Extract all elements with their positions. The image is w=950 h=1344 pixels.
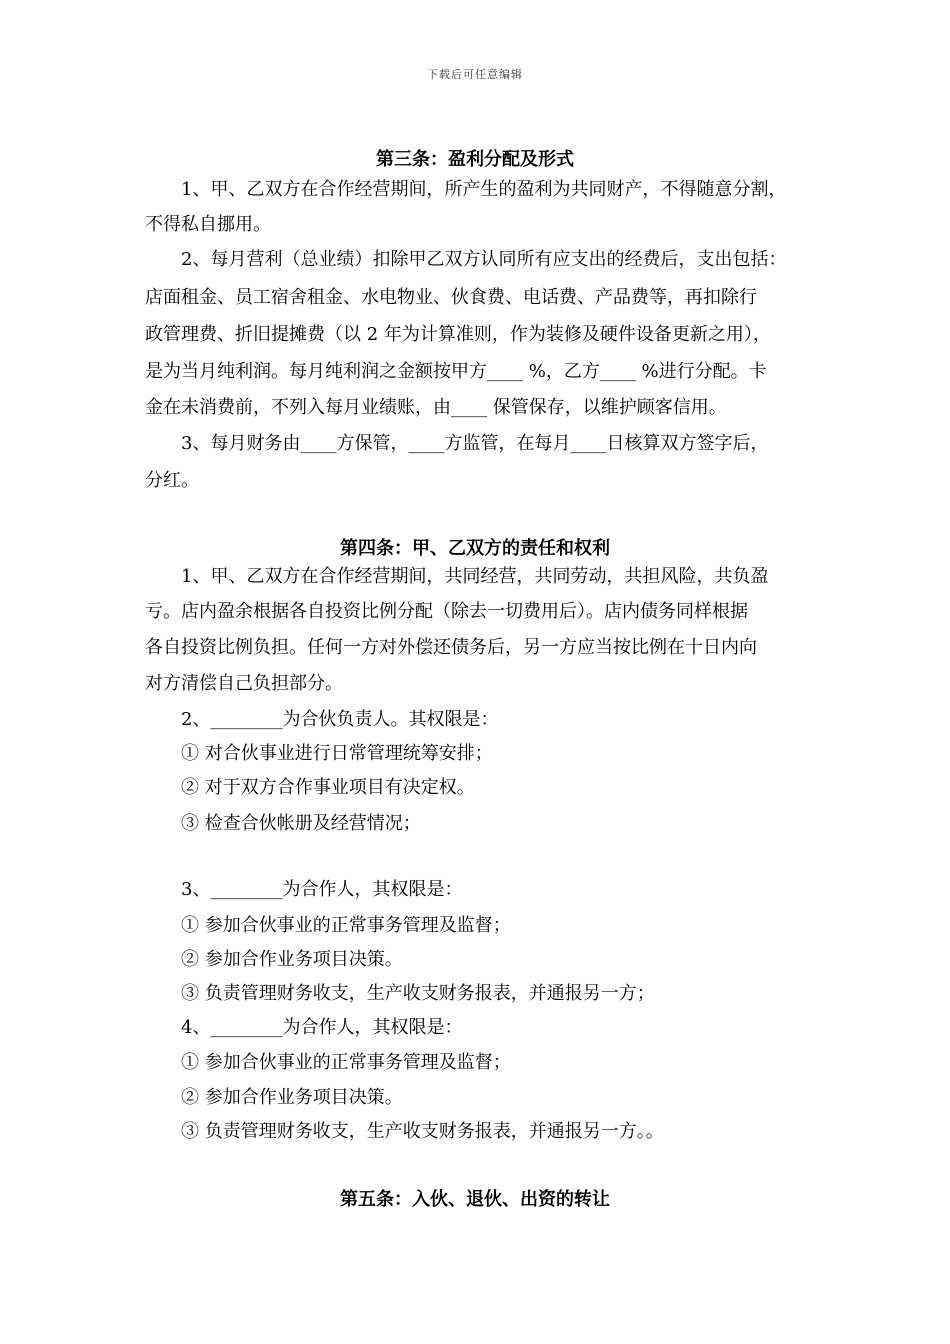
section-4-line-15: ② 参加合作业务项目决策。 <box>181 1087 403 1108</box>
section-4-line-16: ③ 负责管理财务收支，生产收支财务报表，并通报另一方。。 <box>181 1121 664 1142</box>
section-3-line-9: 分红。 <box>145 470 199 491</box>
section-3-line-6: 是为当月纯利润。每月纯利润之金额按甲方____ %，乙方____ %进行分配。卡 <box>145 361 767 382</box>
section-3-line-5: 政管理费、折旧提摊费（以 2 年为计算准则，作为装修及硬件设备更新之用）， <box>145 324 771 345</box>
section-4-line-3: 各自投资比例负担。任何一方对外偿还债务后，另一方应当按比例在十日内向 <box>145 637 757 658</box>
section-4-line-11: ② 参加合作业务项目决策。 <box>181 949 403 970</box>
section-3-line-2: 不得私自挪用。 <box>145 214 271 235</box>
section-4-line-10: ① 参加合伙事业的正常事务管理及监督； <box>181 915 511 936</box>
section-4-line-12: ③ 负责管理财务收支，生产收支财务报表，并通报另一方； <box>181 983 655 1004</box>
header-note: 下载后可任意编辑 <box>427 68 523 81</box>
section-4-line-13: 4、________为合作人，其权限是： <box>181 1017 463 1038</box>
section-4-line-1: 1、甲、乙双方在合作经营期间，共同经营，共同劳动，共担风险，共负盈 <box>181 566 769 587</box>
section-4-line-7: ② 对于双方合作事业项目有决定权。 <box>181 777 475 798</box>
section-4-line-5: 2、________为合伙负责人。其权限是： <box>181 709 499 730</box>
section-4-line-9: 3、________为合作人，其权限是： <box>181 879 463 900</box>
section-3-line-1: 1、甲、乙双方在合作经营期间，所产生的盈利为共同财产，不得随意分割， <box>181 179 787 200</box>
section-3-line-4: 店面租金、员工宿舍租金、水电物业、伙食费、电话费、产品费等，再扣除行 <box>145 287 757 308</box>
section-3-title: 第三条：盈利分配及形式 <box>376 149 574 170</box>
section-3-line-8: 3、每月财务由____方保管，____方监管，在每月____日核算双方签字后， <box>181 433 769 454</box>
section-4-line-6: ① 对合伙事业进行日常管理统筹安排； <box>181 743 493 764</box>
section-3-line-3: 2、每月营利（总业绩）扣除甲乙双方认同所有应支出的经费后，支出包括： <box>181 249 787 270</box>
section-4-line-8: ③ 检查合伙帐册及经营情况； <box>181 813 421 834</box>
section-4-line-14: ① 参加合伙事业的正常事务管理及监督； <box>181 1052 511 1073</box>
section-4-line-4: 对方清偿自己负担部分。 <box>145 673 343 694</box>
section-4-title: 第四条：甲、乙双方的责任和权利 <box>340 538 610 559</box>
section-5-title: 第五条：入伙、退伙、出资的转让 <box>340 1189 610 1210</box>
section-4-line-2: 亏。店内盈余根据各自投资比例分配（除去一切费用后）。店内债务同样根据 <box>145 601 748 622</box>
section-3-line-7: 金在未消费前，不列入每月业绩账，由____ 保管保存，以维护顾客信用。 <box>145 397 727 418</box>
